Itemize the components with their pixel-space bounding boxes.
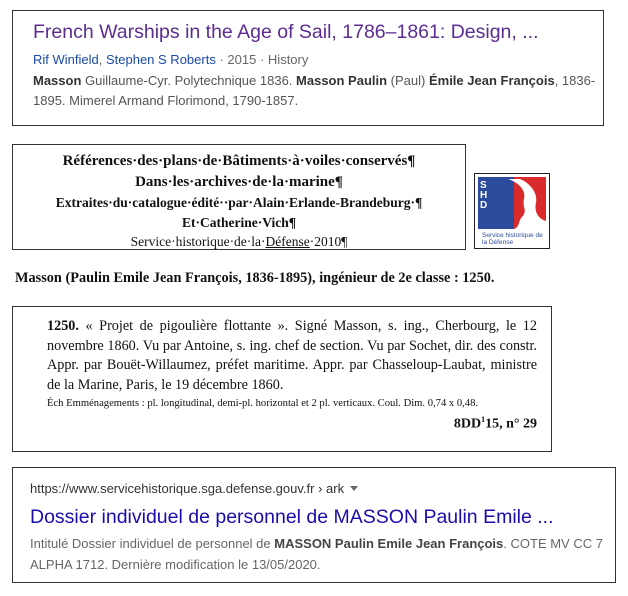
logo-caption: Service historique de la Défense: [482, 232, 543, 246]
snippet-highlight: Masson Paulin: [296, 73, 388, 88]
references-line-1: Références·des·plans·de·Bâtiments·à·voiles·conservés¶: [62, 153, 416, 169]
books-result-title[interactable]: French Warships in the Age of Sail, 1786–1861: Design, ...: [33, 21, 539, 43]
cote-superscript: 1: [481, 415, 486, 424]
cote-suffix: 15, n° 29: [485, 416, 537, 432]
author-link-2[interactable]: Stephen S Roberts: [105, 52, 216, 67]
chevron-down-icon[interactable]: [350, 486, 358, 491]
snippet-highlight: Émile Jean François: [428, 73, 555, 88]
books-result-snippet: [33, 71, 603, 111]
author-link-1[interactable]: Rif Winfield: [33, 52, 99, 67]
entry-text: « Projet de pigoulière flottante ». Signé Masson, s. ing., Cherbourg, le 12 novembre 1860. Vu par Antoine, s. ing. chef de section. Vu par Sochet, dir. des constr. Appr. par Bouët-Willaumez, préfet maritime. Appr. par Chasseloup-Laubat, ministre de la Marine, Paris, le 19 décembre 1860.: [47, 318, 537, 393]
books-result-category: History: [267, 52, 309, 67]
entry-number: 1250.: [47, 318, 79, 334]
references-line-5-end: ·2010¶: [309, 234, 348, 249]
references-header-box: [12, 144, 466, 250]
search-result-snippet: [30, 533, 615, 575]
references-line-2: Dans·les·archives·de·la·marine¶: [135, 174, 343, 190]
catalogue-entry-box: [12, 306, 552, 452]
cote-prefix: 8DD: [453, 416, 482, 432]
references-line-5-underlined: Défense: [265, 234, 310, 249]
snippet-text: , 1836-1895. Mimerel Armand Florimond, 1790-1857.: [33, 73, 596, 108]
snippet-text: . COTE MV CC 7 ALPHA 1712. Dernière modification le 13/05/2020.: [30, 536, 603, 572]
logo-letters: SHD: [480, 180, 488, 211]
search-result-title[interactable]: Dossier individuel de personnel de MASSON Paulin Emile ...: [30, 506, 554, 528]
references-line-5: [13, 232, 465, 251]
shd-logo: [474, 173, 550, 249]
books-result-year: 2015: [227, 52, 257, 67]
books-result-meta: Rif Winfield, Stephen S Roberts · 2015 · History: [33, 52, 309, 67]
meta-separator: ·: [259, 52, 268, 67]
books-result-card: [12, 10, 604, 126]
snippet-text: Intitulé Dossier individuel de personnel de: [30, 536, 275, 551]
snippet-highlight: MASSON Paulin Emile Jean François: [274, 536, 504, 551]
references-line-5-start: Service·historique·de·la·: [130, 234, 266, 249]
entry-cote: [47, 415, 537, 433]
meta-separator: ·: [219, 52, 228, 67]
references-line-3: Extraites·du·catalogue·édité··par·Alain·Erlande-Brandeburg·¶: [55, 195, 423, 210]
search-result-url[interactable]: [30, 480, 615, 498]
masson-heading: Masson (Paulin Emile Jean François, 1836-1895), ingénieur de 2e classe : 1250.: [15, 270, 495, 286]
entry-body: [47, 317, 537, 395]
snippet-highlight: Masson: [33, 73, 82, 88]
url-text: https://www.servicehistorique.sga.defense.gouv.fr › ark: [30, 481, 345, 496]
search-result-card: [12, 467, 616, 583]
entry-details: Éch Emménagements : pl. longitudinal, demi-pl. horizontal et 2 pl. verticaux. Coul. Dim. 0,74 x 0,48.: [47, 398, 479, 409]
marianne-profile-icon: [478, 177, 546, 229]
references-line-4: Et·Catherine·Vich¶: [181, 215, 297, 230]
snippet-text: Guillaume-Cyr. Polytechnique 1836.: [81, 73, 297, 88]
snippet-text: (Paul): [387, 73, 429, 88]
